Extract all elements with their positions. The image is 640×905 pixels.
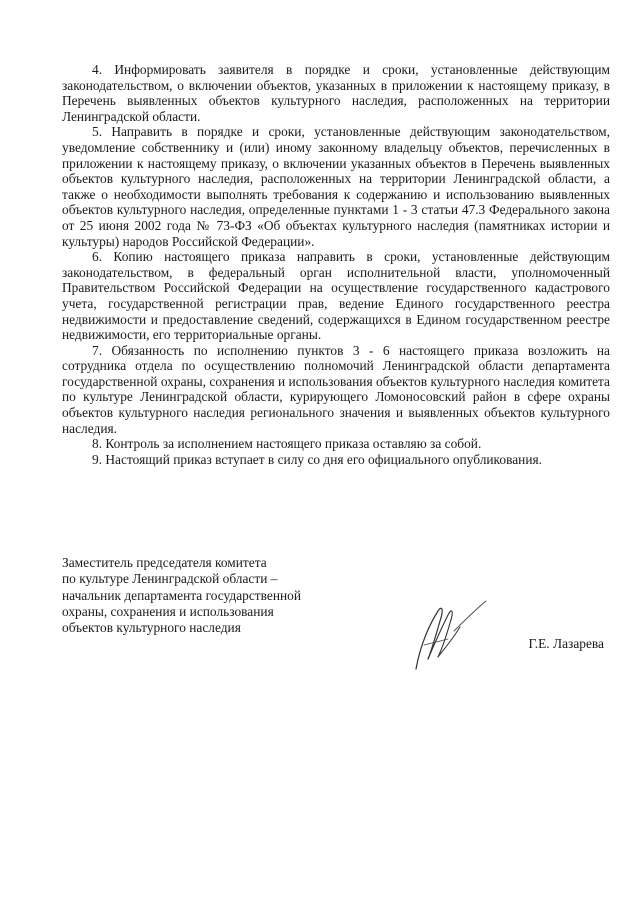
paragraph-item-9: 9. Настоящий приказ вступает в силу со дня его официального опубликования. [92,451,542,467]
signatory-title-line: начальник департамента государственной [62,587,302,603]
paragraph-item-7: 7. Обязанность по исполнению пунктов 3 - 6 настоящего приказа возложить на сотрудника отдела по осуществлению полномочий Ленинградской области департамента государственной охраны, сохранения и использования объектов культурного наследия комитета по культуре Ленинградской области, курирующего Ломоносовский район в сфере охраны объектов культурного наследия регионального значения и выявленных объектов культурного наследия. [62,342,610,436]
signatory-title-line: объектов культурного наследия [62,620,241,636]
document-body [62,62,610,467]
paragraph-item-6: 6. Копию настоящего приказа направить в сроки, установленные действующим законодательством, в федеральный орган исполнительной власти, уполномоченный Правительством Российской Федерации на осуществление государственного кадастрового учета, государственной регистрации прав, ведение Единого государственного реестра недвижимости и предоставление сведений, содержащихся в Едином государственном реестре недвижимости, его территориальные органы. [62,249,610,343]
handwritten-signature [398,587,508,677]
signatory-title [62,555,362,636]
signatory-title-line: по культуре Ленинградской области – [62,571,278,587]
paragraph-item-4: 4. Информировать заявителя в порядке и сроки, установленные действующим законодательством, о включении объектов, указанных в приложении к настоящему приказу, в Перечень выявленных объектов культурного наследия, расположенных на территории Ленинградской области. [62,62,610,124]
paragraph-item-8: 8. Контроль за исполнением настоящего приказа оставляю за собой. [92,436,482,452]
signature-block [62,555,610,665]
signatory-name: Г.Е. Лазарева [528,636,604,651]
signatory-title-line: охраны, сохранения и использования [62,603,274,619]
signatory-title-line: Заместитель председателя комитета [62,555,267,570]
paragraph-item-5: 5. Направить в порядке и сроки, установленные действующим законодательством, уведомление собственнику и (или) иному законному владельцу объектов, перечисленных в приложении к настоящему приказу, о включении указанных объектов в Перечень выявленных объектов культурного наследия, расположенных на территории Ленинградской области, а также о необходимости выполнять требования к содержанию и использованию выявленных объектов культурного наследия, определенные пунктами 1 - 3 статьи 47.3 Федерального закона от 25 июня 2002 года № 73-ФЗ «Об объектах культурного наследия (памятниках истории и культуры) народов Российской Федерации». [62,124,610,249]
